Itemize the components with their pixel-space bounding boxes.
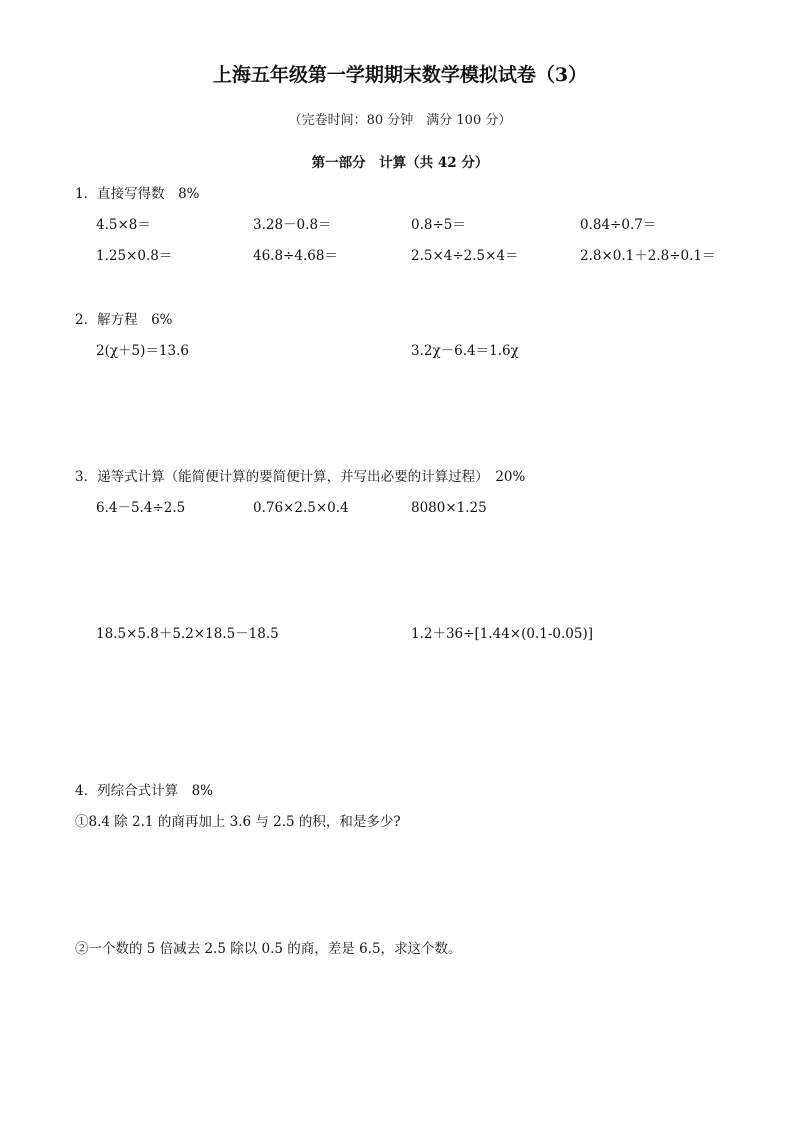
q3-heading: 3．递等式计算（能简便计算的要简便计算，并写出必要的计算过程） 20%: [75, 469, 526, 485]
section-heading: 第一部分 计算（共 42 分）: [311, 155, 489, 171]
q2-heading: 2．解方程 6%: [75, 312, 173, 328]
q3-item: 8080×1.25: [411, 500, 487, 516]
q1-item: 0.84÷0.7＝: [580, 217, 657, 233]
q2-equation: 3.2χ－6.4＝1.6χ: [411, 343, 519, 359]
q1-heading: 1．直接写得数 8%: [75, 186, 200, 202]
q1-item: 2.5×4÷2.5×4＝: [411, 248, 519, 264]
q4-heading: 4．列综合式计算 8%: [75, 783, 214, 799]
q3-item: 1.2＋36÷[1.44×(0.1-0.05)]: [411, 626, 593, 642]
q3-item: 0.76×2.5×0.4: [253, 500, 349, 516]
exam-info: （完卷时间：80 分钟 满分 100 分）: [288, 113, 512, 128]
q2-equation: 2(χ＋5)＝13.6: [96, 343, 189, 359]
page-title: 上海五年级第一学期期末数学模拟试卷（3）: [212, 64, 588, 86]
q1-item: 0.8÷5＝: [411, 217, 466, 233]
q3-item: 18.5×5.8＋5.2×18.5－18.5: [96, 626, 279, 642]
q1-item: 3.28－0.8＝: [253, 217, 332, 233]
q1-item: 4.5×8＝: [96, 217, 151, 233]
q3-item: 6.4－5.4÷2.5: [96, 500, 186, 516]
q1-item: 1.25×0.8＝: [96, 248, 173, 264]
q4-problem: ①8.4 除 2.1 的商再加上 3.6 与 2.5 的积，和是多少?: [75, 814, 401, 830]
q4-problem: ②一个数的 5 倍减去 2.5 除以 0.5 的商，差是 6.5，求这个数。: [75, 941, 462, 957]
q1-item: 46.8÷4.68＝: [253, 248, 338, 264]
q1-item: 2.8×0.1＋2.8÷0.1＝: [580, 248, 716, 264]
